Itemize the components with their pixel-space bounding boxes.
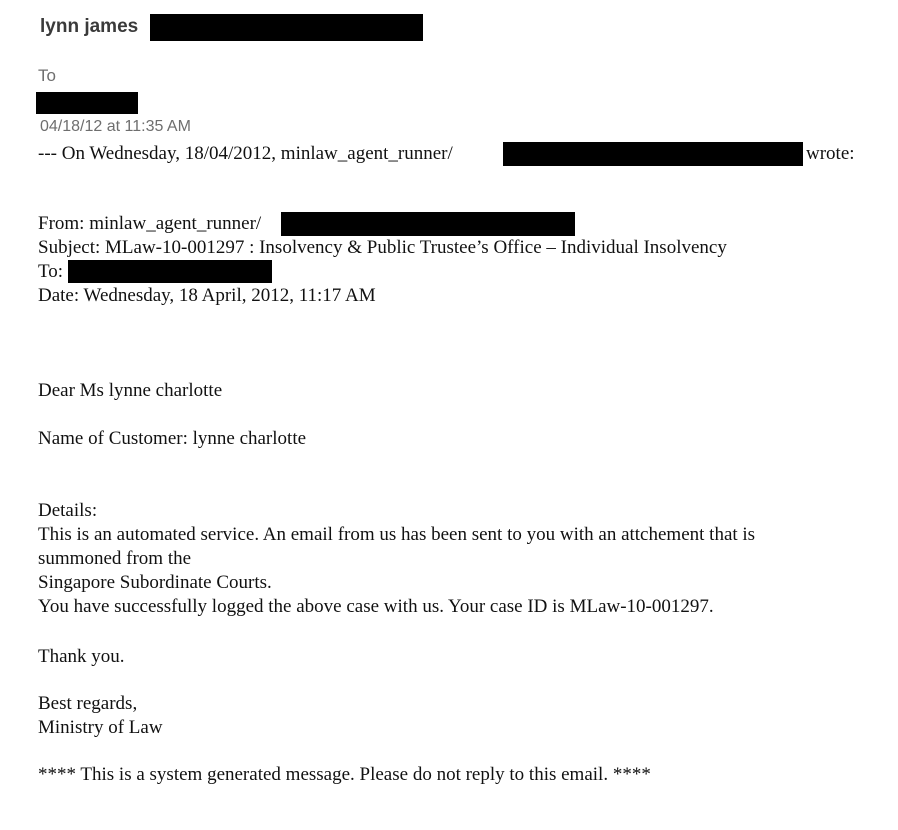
quote-intro [38, 142, 453, 166]
signature-line: Ministry of Law [38, 717, 163, 738]
details-line-4: You have successfully logged the above case with us. Your case ID is MLaw-10-001297. [38, 596, 714, 617]
quote-intro-suffix: wrote: [806, 143, 855, 164]
customer-name-line: Name of Customer: lynne charlotte [38, 428, 307, 449]
forwarded-to: To: [38, 261, 64, 282]
message-timestamp: 04/18/12 at 11:35 AM [40, 118, 191, 135]
details-line-2: summoned from the [38, 548, 192, 569]
details-line-3: Singapore Subordinate Courts. [38, 572, 272, 593]
redacted-recipient [36, 92, 138, 114]
forwarded-date: Date: Wednesday, 18 April, 2012, 11:17 AM [38, 285, 376, 306]
sender-name[interactable]: lynn james [40, 16, 139, 37]
to-label: To [38, 66, 56, 85]
redacted-from-email [281, 212, 575, 236]
forwarded-subject: Subject: MLaw-10-001297 : Insolvency & Public Trustee’s Office – Individual Insolvency [38, 237, 727, 258]
details-line-1: This is an automated service. An email from us has been sent to you with an attchement that is [38, 524, 756, 545]
forwarded-from: From: minlaw_agent_runner/ [38, 213, 262, 234]
redacted-agent-email [503, 142, 803, 166]
redacted-sender-email [150, 14, 423, 41]
regards-line: Best regards, [38, 693, 138, 714]
system-footer: **** This is a system generated message. Please do not reply to this email. **** [38, 764, 651, 785]
redacted-to-email [68, 260, 272, 283]
greeting: Dear Ms lynne charlotte [38, 380, 223, 401]
thanks-line: Thank you. [38, 646, 125, 667]
quote-intro-prefix: --- On Wednesday, 18/04/2012, minlaw_agent_runner/ [38, 143, 453, 164]
details-label: Details: [38, 500, 98, 521]
